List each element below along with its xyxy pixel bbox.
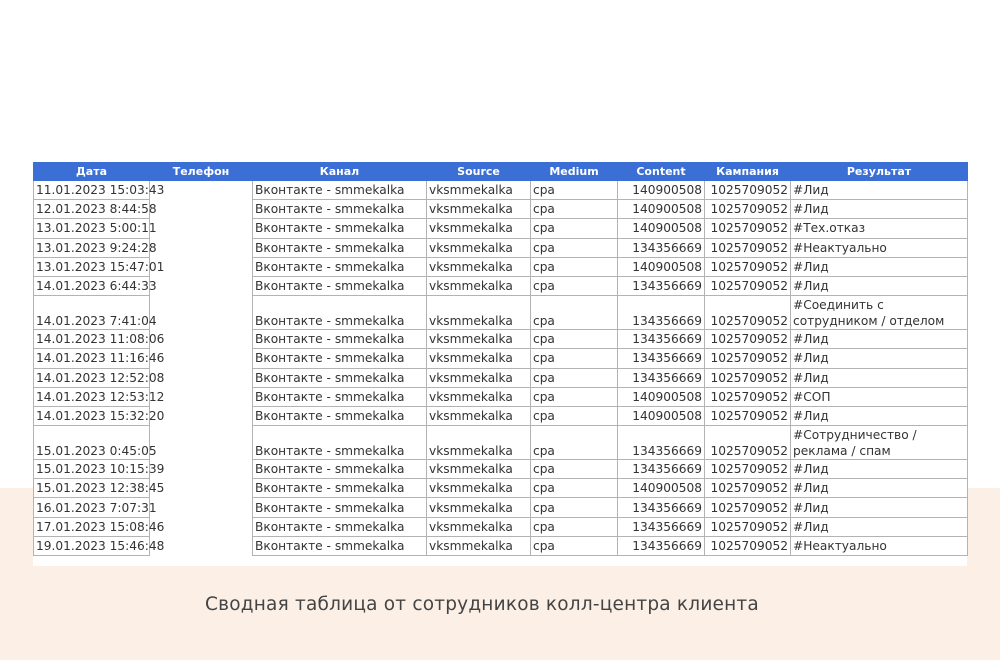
- cell-phone[interactable]: [150, 238, 253, 257]
- cell-campaign[interactable]: 1025709052: [705, 460, 791, 479]
- cell-source[interactable]: vksmmekalka: [427, 498, 531, 517]
- cell-source[interactable]: vksmmekalka: [427, 330, 531, 349]
- cell-phone[interactable]: [150, 257, 253, 276]
- cell-content[interactable]: 134356669: [618, 498, 705, 517]
- cell-date[interactable]: 14.01.2023 11:08:06: [34, 330, 150, 349]
- cell-medium[interactable]: cpa: [531, 536, 618, 555]
- cell-channel[interactable]: Вконтакте - smmekalka: [253, 479, 427, 498]
- cell-result[interactable]: #Лид: [791, 330, 968, 349]
- table-body: [34, 181, 968, 556]
- cell-campaign[interactable]: 1025709052: [705, 368, 791, 387]
- cell-phone[interactable]: [150, 406, 253, 425]
- cell-content[interactable]: 140900508: [618, 181, 705, 200]
- cell-campaign[interactable]: 1025709052: [705, 200, 791, 219]
- header-row: [34, 163, 968, 181]
- cell-date[interactable]: 14.01.2023 15:32:20: [34, 406, 150, 425]
- cell-channel[interactable]: Вконтакте - smmekalka: [253, 238, 427, 257]
- cell-content[interactable]: 140900508: [618, 200, 705, 219]
- cell-channel[interactable]: Вконтакте - smmekalka: [253, 219, 427, 238]
- cell-medium[interactable]: cpa: [531, 368, 618, 387]
- cell-campaign[interactable]: 1025709052: [705, 498, 791, 517]
- cell-source[interactable]: vksmmekalka: [427, 257, 531, 276]
- cell-source[interactable]: vksmmekalka: [427, 181, 531, 200]
- cell-channel[interactable]: Вконтакте - smmekalka: [253, 460, 427, 479]
- cell-campaign[interactable]: 1025709052: [705, 257, 791, 276]
- cell-result[interactable]: #Лид: [791, 517, 968, 536]
- cell-campaign[interactable]: 1025709052: [705, 517, 791, 536]
- table-row: [34, 498, 968, 517]
- table-row: [34, 219, 968, 238]
- column-header-phone[interactable]: Телефон: [150, 163, 253, 181]
- cell-phone[interactable]: [150, 368, 253, 387]
- cell-medium[interactable]: cpa: [531, 426, 618, 460]
- cell-content[interactable]: 134356669: [618, 460, 705, 479]
- cell-source[interactable]: vksmmekalka: [427, 536, 531, 555]
- cell-content[interactable]: 140900508: [618, 479, 705, 498]
- cell-phone[interactable]: [150, 479, 253, 498]
- cell-medium[interactable]: cpa: [531, 406, 618, 425]
- table-row: [34, 238, 968, 257]
- cell-campaign[interactable]: 1025709052: [705, 276, 791, 295]
- cell-campaign[interactable]: 1025709052: [705, 479, 791, 498]
- cell-medium[interactable]: cpa: [531, 238, 618, 257]
- table-row: [34, 296, 968, 330]
- cell-source[interactable]: vksmmekalka: [427, 387, 531, 406]
- cell-content[interactable]: 134356669: [618, 426, 705, 460]
- cell-result[interactable]: #Лид: [791, 368, 968, 387]
- cell-result[interactable]: #Неактуально: [791, 238, 968, 257]
- cell-campaign[interactable]: 1025709052: [705, 406, 791, 425]
- cell-content[interactable]: 134356669: [618, 330, 705, 349]
- table-row: [34, 276, 968, 295]
- cell-source[interactable]: vksmmekalka: [427, 517, 531, 536]
- cell-date[interactable]: 14.01.2023 12:53:12: [34, 387, 150, 406]
- cell-phone[interactable]: [150, 181, 253, 200]
- table-row: [34, 349, 968, 368]
- cell-phone[interactable]: [150, 330, 253, 349]
- table-row: [34, 368, 968, 387]
- table-row: [34, 460, 968, 479]
- cell-medium[interactable]: cpa: [531, 200, 618, 219]
- cell-source[interactable]: vksmmekalka: [427, 296, 531, 330]
- cell-source[interactable]: vksmmekalka: [427, 349, 531, 368]
- cell-date[interactable]: 17.01.2023 15:08:46: [34, 517, 150, 536]
- cell-date[interactable]: 15.01.2023 10:15:39: [34, 460, 150, 479]
- cell-result[interactable]: #Тех.отказ: [791, 219, 968, 238]
- table-row: [34, 181, 968, 200]
- table-row: [34, 406, 968, 425]
- cell-result[interactable]: #Лид: [791, 200, 968, 219]
- cell-source[interactable]: vksmmekalka: [427, 276, 531, 295]
- cell-phone[interactable]: [150, 460, 253, 479]
- column-header-source[interactable]: Source: [427, 163, 531, 181]
- cell-campaign[interactable]: 1025709052: [705, 296, 791, 330]
- cell-result[interactable]: #Лид: [791, 349, 968, 368]
- leads-table: [33, 162, 968, 556]
- cell-medium[interactable]: cpa: [531, 387, 618, 406]
- cell-phone[interactable]: [150, 387, 253, 406]
- cell-phone[interactable]: [150, 426, 253, 460]
- cell-source[interactable]: vksmmekalka: [427, 426, 531, 460]
- column-header-medium[interactable]: Medium: [531, 163, 618, 181]
- caption: Сводная таблица от сотрудников колл-центра клиента: [205, 594, 759, 615]
- cell-campaign[interactable]: 1025709052: [705, 536, 791, 555]
- cell-date[interactable]: 15.01.2023 0:45:05: [34, 426, 150, 460]
- cell-content[interactable]: 134356669: [618, 296, 705, 330]
- cell-channel[interactable]: Вконтакте - smmekalka: [253, 296, 427, 330]
- cell-source[interactable]: vksmmekalka: [427, 479, 531, 498]
- cell-channel[interactable]: Вконтакте - smmekalka: [253, 387, 427, 406]
- cell-channel[interactable]: Вконтакте - smmekalka: [253, 276, 427, 295]
- cell-source[interactable]: vksmmekalka: [427, 460, 531, 479]
- cell-date[interactable]: 13.01.2023 9:24:28: [34, 238, 150, 257]
- cell-date[interactable]: 15.01.2023 12:38:45: [34, 479, 150, 498]
- cell-phone[interactable]: [150, 536, 253, 555]
- cell-content[interactable]: 140900508: [618, 406, 705, 425]
- table-row: [34, 536, 968, 555]
- cell-phone[interactable]: [150, 517, 253, 536]
- cell-date[interactable]: 13.01.2023 15:47:01: [34, 257, 150, 276]
- cell-content[interactable]: 134356669: [618, 276, 705, 295]
- cell-channel[interactable]: Вконтакте - smmekalka: [253, 426, 427, 460]
- cell-medium[interactable]: cpa: [531, 460, 618, 479]
- cell-content[interactable]: 140900508: [618, 387, 705, 406]
- cell-phone[interactable]: [150, 349, 253, 368]
- table-row: [34, 330, 968, 349]
- cell-result[interactable]: #Неактуально: [791, 536, 968, 555]
- cell-source[interactable]: vksmmekalka: [427, 200, 531, 219]
- cell-phone[interactable]: [150, 498, 253, 517]
- cell-channel[interactable]: Вконтакте - smmekalka: [253, 406, 427, 425]
- cell-medium[interactable]: cpa: [531, 517, 618, 536]
- cell-source[interactable]: vksmmekalka: [427, 368, 531, 387]
- cell-result[interactable]: #Лид: [791, 257, 968, 276]
- column-header-result[interactable]: Результат: [791, 163, 968, 181]
- cell-content[interactable]: 140900508: [618, 219, 705, 238]
- cell-channel[interactable]: Вконтакте - smmekalka: [253, 257, 427, 276]
- cell-result[interactable]: #Лид: [791, 406, 968, 425]
- cell-channel[interactable]: Вконтакте - smmekalka: [253, 330, 427, 349]
- cell-date[interactable]: 14.01.2023 12:52:08: [34, 368, 150, 387]
- cell-result[interactable]: #Лид: [791, 181, 968, 200]
- cell-campaign[interactable]: 1025709052: [705, 181, 791, 200]
- cell-date[interactable]: 12.01.2023 8:44:58: [34, 200, 150, 219]
- column-header-campaign[interactable]: Кампания: [705, 163, 791, 181]
- cell-result[interactable]: #Лид: [791, 460, 968, 479]
- cell-date[interactable]: 19.01.2023 15:46:48: [34, 536, 150, 555]
- cell-campaign[interactable]: 1025709052: [705, 330, 791, 349]
- cell-result[interactable]: #Лид: [791, 276, 968, 295]
- cell-channel[interactable]: Вконтакте - smmekalka: [253, 349, 427, 368]
- cell-date[interactable]: 16.01.2023 7:07:31: [34, 498, 150, 517]
- cell-phone[interactable]: [150, 219, 253, 238]
- cell-campaign[interactable]: 1025709052: [705, 426, 791, 460]
- cell-content[interactable]: 134356669: [618, 368, 705, 387]
- cell-channel[interactable]: Вконтакте - smmekalka: [253, 536, 427, 555]
- cell-channel[interactable]: Вконтакте - smmekalka: [253, 181, 427, 200]
- cell-date[interactable]: 14.01.2023 11:16:46: [34, 349, 150, 368]
- cell-date[interactable]: 13.01.2023 5:00:11: [34, 219, 150, 238]
- cell-date[interactable]: 11.01.2023 15:03:43: [34, 181, 150, 200]
- column-header-channel[interactable]: Канал: [253, 163, 427, 181]
- cell-result[interactable]: #Лид: [791, 479, 968, 498]
- cell-date[interactable]: 14.01.2023 7:41:04: [34, 296, 150, 330]
- cell-campaign[interactable]: 1025709052: [705, 349, 791, 368]
- cell-source[interactable]: vksmmekalka: [427, 219, 531, 238]
- cell-medium[interactable]: cpa: [531, 181, 618, 200]
- column-header-date[interactable]: Дата: [34, 163, 150, 181]
- cell-campaign[interactable]: 1025709052: [705, 238, 791, 257]
- cell-medium[interactable]: cpa: [531, 296, 618, 330]
- cell-result[interactable]: #СОП: [791, 387, 968, 406]
- cell-content[interactable]: 134356669: [618, 517, 705, 536]
- table-row: [34, 200, 968, 219]
- cell-phone[interactable]: [150, 200, 253, 219]
- table-row: [34, 479, 968, 498]
- cell-medium[interactable]: cpa: [531, 330, 618, 349]
- cell-medium[interactable]: cpa: [531, 257, 618, 276]
- cell-result[interactable]: #Соединить с сотрудником / отделом: [791, 296, 968, 330]
- cell-campaign[interactable]: 1025709052: [705, 219, 791, 238]
- cell-channel[interactable]: Вконтакте - smmekalka: [253, 498, 427, 517]
- table-row: [34, 387, 968, 406]
- cell-medium[interactable]: cpa: [531, 276, 618, 295]
- table-row: [34, 426, 968, 460]
- cell-source[interactable]: vksmmekalka: [427, 238, 531, 257]
- cell-phone[interactable]: [150, 276, 253, 295]
- cell-date[interactable]: 14.01.2023 6:44:33: [34, 276, 150, 295]
- cell-campaign[interactable]: 1025709052: [705, 387, 791, 406]
- cell-result[interactable]: #Лид: [791, 498, 968, 517]
- cell-content[interactable]: 140900508: [618, 257, 705, 276]
- cell-source[interactable]: vksmmekalka: [427, 406, 531, 425]
- cell-channel[interactable]: Вконтакте - smmekalka: [253, 200, 427, 219]
- cell-content[interactable]: 134356669: [618, 238, 705, 257]
- cell-medium[interactable]: cpa: [531, 479, 618, 498]
- table-row: [34, 257, 968, 276]
- cell-medium[interactable]: cpa: [531, 349, 618, 368]
- column-header-content[interactable]: Content: [618, 163, 705, 181]
- cell-result[interactable]: #Сотрудничество / реклама / спам: [791, 426, 968, 460]
- cell-phone[interactable]: [150, 296, 253, 330]
- cell-medium[interactable]: cpa: [531, 219, 618, 238]
- cell-content[interactable]: 134356669: [618, 349, 705, 368]
- cell-channel[interactable]: Вконтакте - smmekalka: [253, 517, 427, 536]
- spreadsheet: [33, 162, 967, 566]
- cell-channel[interactable]: Вконтакте - smmekalka: [253, 368, 427, 387]
- cell-content[interactable]: 134356669: [618, 536, 705, 555]
- table-row: [34, 517, 968, 536]
- cell-medium[interactable]: cpa: [531, 498, 618, 517]
